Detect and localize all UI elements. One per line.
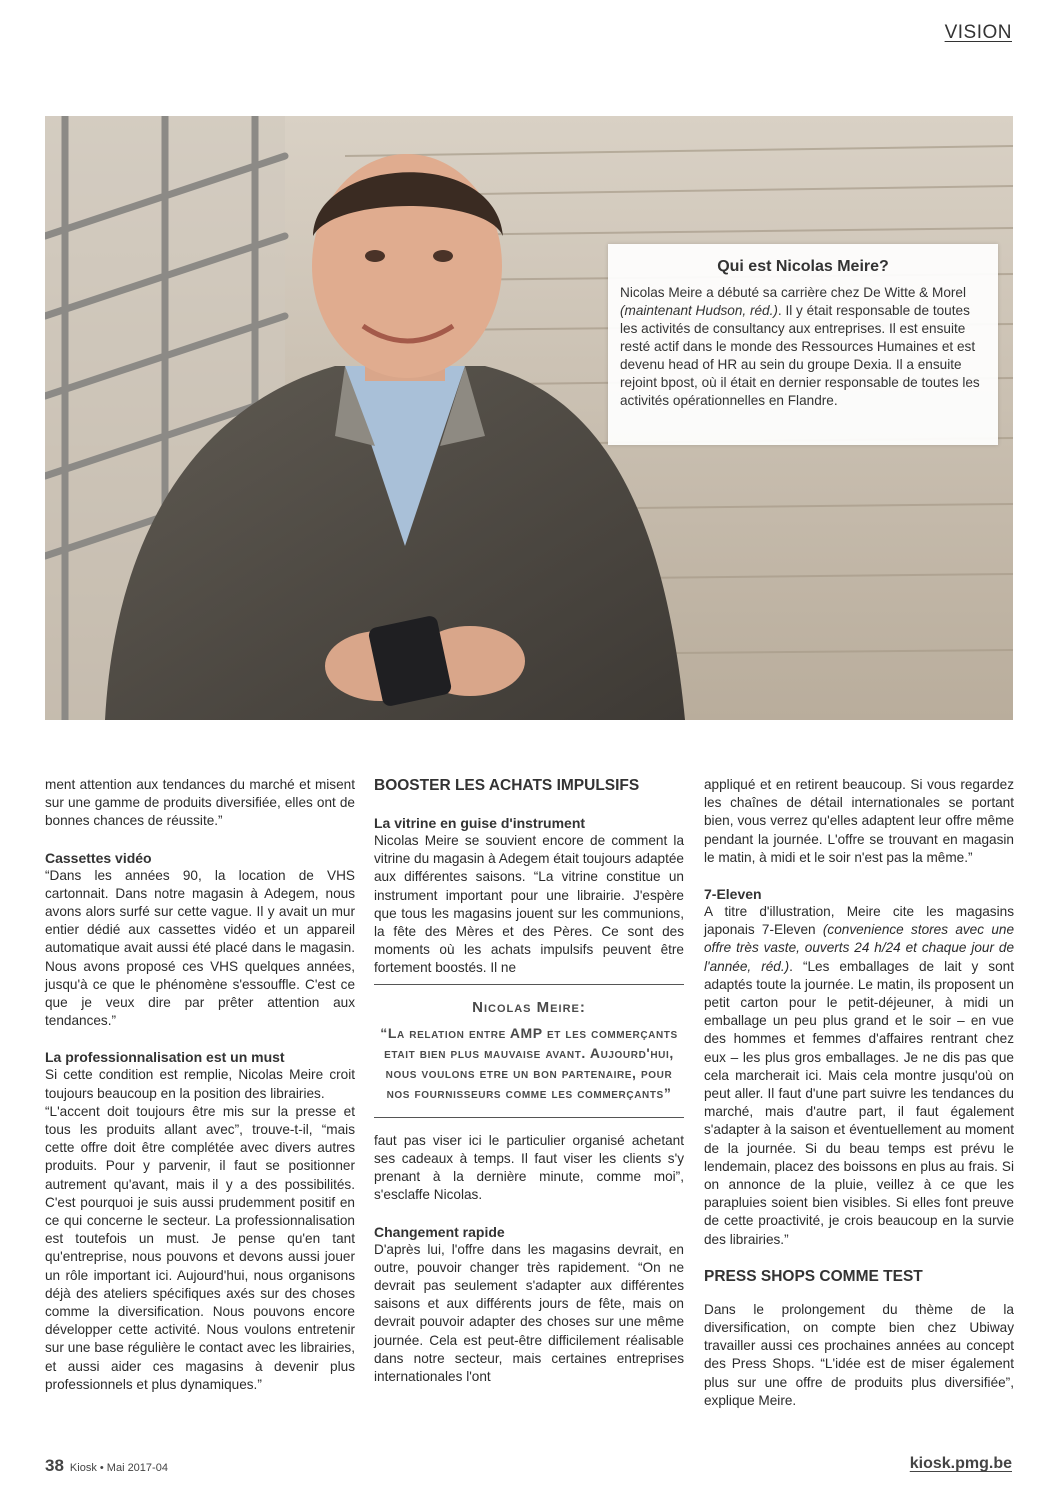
- paragraph: appliqué et en retirent beaucoup. Si vous regardez les chaînes de détail internationales se portant bien, vous verrez qu'elles adaptent leur offre même pendant la journée. L'offre se trouvant en magasin le matin, à midi et le soir n'est pas la même.”: [704, 777, 1014, 865]
- paragraph: D'après lui, l'offre dans les magasins devrait, en outre, pouvoir changer très rapidement. “On ne devrait pas seulement s'adapter aux différentes saisons et aux différents jours de fête, mais on devrait pouvoir adapter des choses sur une même journée. Cela est peut-être difficilement réalisable dans notre secteur, mais certaines entreprises internationales l'ont: [374, 1241, 684, 1385]
- paragraph: A titre d'illustration, Meire cite les magasins japonais 7-Eleven (convenience stores avec une offre très vaste, ouverts 24 h/24 et chaque jour de l'année, réd.). “Les emballages de lait y sont adaptés toute la journée. Le matin, ils proposent un petit carton pour le petit-déjeuner, à midi un emballage un peu plus grand et le soir – en vue des hommes et femmes d'affaires rentrant chez eux – les plus gros emballages. Je ne dis pas que cela marcherait ici. Mais cela montre jusqu'où on peut aller. Il faut d'une part suivre les tendances du marché, mais d'autre part, il faut également s'adapter à la saison et éventuellement au moment de la journée. Si du beau temps est prévu le lendemain, placez des boissons en plus au frais. Si on annonce de la pluie, veillez à ce que les parapluies soient bien visibles. Si elles font preuve de cette proactivité, je crois beaucoup en la survie des librairies.”: [704, 904, 1015, 1247]
- subheading-cassettes: Cassettes vidéo: [45, 849, 152, 866]
- section-label: VISION: [944, 22, 1012, 43]
- infobox-text: Nicolas Meire a débuté sa carrière chez De Witte & Morel (maintenant Hudson, réd.). Il y était responsable de toutes les activités de consultancy aux entreprises. Il est ensuite resté actif dans le monde des Ressources Humaines et est devenu head of HR au sein du groupe Dexia. Il a ensuite rejoint bpost, où il était en dernier responsable de toutes les activités opérationnelles en Flandre.: [620, 285, 980, 408]
- subheading-changement: Changement rapide: [374, 1223, 505, 1240]
- subheading-professionnalisation: La professionnalisation est un must: [45, 1049, 285, 1066]
- website-link[interactable]: kiosk.pmg.be: [909, 1455, 1012, 1472]
- subheading-7-eleven: 7-Eleven: [704, 886, 762, 903]
- pull-quote-text: “La relation entre AMP et les commerçants etait bien plus mauvaise avant. Aujourd'hui, nous voulons etre un bon partenaire, pour nos fournisseurs comme les commerçants”: [380, 1024, 678, 1101]
- paragraph: “L'accent doit toujours être mis sur la presse et tous les produits allant avec”, trouve-t-il, “mais cette offre doit être complétée avec divers autres produits. Pour y parvenir, il faut se positionner autrement qu'avant, mais il y a des possibilités. C'est pourquoi je suis aussi prudemment positif en ce qui concerne le secteur. La professionnalisation est toutefois un must. Je pense qu'en tant qu'entreprise, nous pouvons et devons aussi jouer un rôle important ici. Aujourd'hui, nous organisons déjà des ateliers spécifiques axés sur des choses comme la diversification. Nous pouvons encore développer cette activité. Nous voulons entretenir sur une base régulière le contact avec les librairies, et aussi aider ces magasins à devenir plus professionnels et plus dynamiques.”: [45, 1103, 355, 1392]
- article-column-3: [704, 776, 1014, 1410]
- portrait-photo: [45, 116, 1013, 720]
- paragraph: ment attention aux tendances du marché et misent sur une gamme de produits diversifiée, elles ont de bonnes chances de réussite.”: [45, 777, 355, 829]
- pull-quote-author: Nicolas Meire:: [472, 998, 586, 1016]
- paragraph: Nicolas Meire se souvient encore de comment la vitrine du magasin à Adegem était toujours adaptée aux différentes saisons. “La vitrine constitue un instrument important pour une librairie. J'espère que tous les magasins jouent sur les communions, la fête des Mères et des Pères. Ce sont des moments où les achats impulsifs peuvent être fortement boostés. Il ne: [374, 833, 684, 976]
- page-number: 38: [45, 1456, 64, 1475]
- article-column-1: [45, 776, 355, 1394]
- infobox-title: Qui est Nicolas Meire?: [717, 258, 889, 275]
- magazine-issue: Kiosk • Mai 2017-04: [69, 1462, 168, 1474]
- paragraph: Dans le prolongement du thème de la diversification, on compte bien chez Ubiway travailler aussi ces prochaines années au concept des Press Shops. “L'idée est de miser également plus sur une offre de produits plus diversifiée”, explique Meire.: [704, 1301, 1014, 1408]
- subheading-vitrine: La vitrine en guise d'instrument: [374, 815, 586, 831]
- section-heading-press-shops: PRESS SHOPS COMME TEST: [704, 1267, 923, 1285]
- paragraph: Si cette condition est remplie, Nicolas Meire croit toujours beaucoup en la position des librairies.: [45, 1067, 355, 1101]
- page-footer: [45, 1456, 168, 1476]
- bio-infobox: [608, 244, 998, 445]
- section-heading-booster: BOOSTER LES ACHATS IMPULSIFS: [374, 777, 640, 794]
- paragraph: faut pas viser ici le particulier organisé achetant ses cadeaux à temps. Il faut viser les clients s'y prenant à la dernière minute, comme moi”, s'esclaffe Nicolas.: [374, 1132, 684, 1203]
- article-column-2: [374, 776, 684, 1386]
- paragraph: “Dans les années 90, la location de VHS cartonnait. Dans notre magasin à Adegem, nous avons alors surfé sur cette vague. Il y avait un mur entier dédié aux cassettes vidéo et un appareil automatique avait aussi été placé dans le magasin. Nous avons proposé ces VHS quelques années, jusqu'à ce que le phénomène s'essouffle. C'est ce que je veux dire par prêter attention aux tendances.”: [45, 867, 355, 1029]
- pull-quote: [374, 984, 684, 1118]
